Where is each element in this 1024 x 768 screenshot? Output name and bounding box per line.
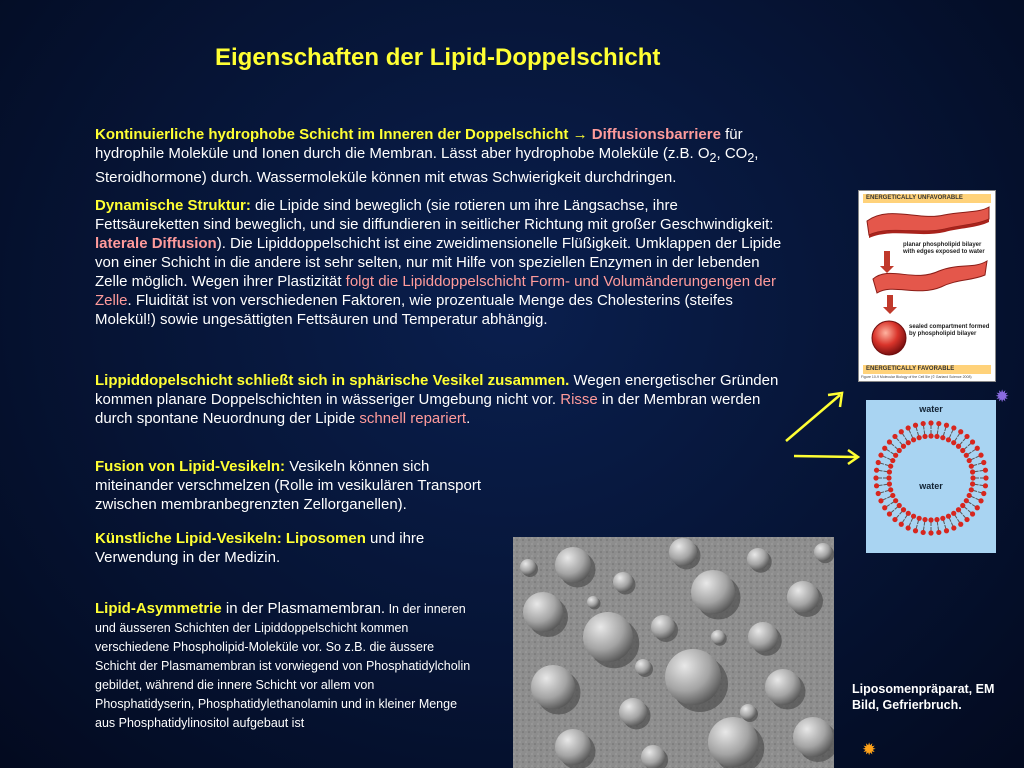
inner-water-label: water: [919, 481, 943, 491]
planar-bilayer-caption: planar phospholipid bilayer with edges exposed to water: [903, 242, 985, 255]
sealed-compartment-caption: sealed compartment formed by phospholipid bilayer: [909, 324, 990, 337]
outer-water-label: water: [919, 404, 943, 414]
paragraph-lipid-asymmetry: Lipid-Asymmetrie in der Plasmamembran. In der inneren und äusseren Schichten der Lipiddoppelschicht kommen verschiedene Phospholipid-Moleküle vor. So z.B. die äussere Schicht der Plasmamembran ist vorwiegend von Phosphatidylcholin gebildet, während die innere Schicht vor allem von Phosphatidyserin, Phosphatidylethanolamin und in kleiner Menge aus Phosphatidylinositol aufgebaut ist: [95, 600, 471, 730]
em-image-caption: Liposomenpräparat, EM Bild, Gefrierbruch.: [852, 682, 995, 712]
highlight-form-change: folgt die Lipiddoppelschicht Form- und Volumänderungengen der Zelle: [95, 273, 776, 309]
highlight-risse: Risse: [560, 391, 598, 408]
liposome-cross-section-figure: [866, 400, 996, 553]
bilayer-illustration: [859, 191, 995, 381]
page-title: Eigenschaften der Lipid-Doppelschicht: [215, 44, 661, 71]
paragraph-lead: Künstliche Lipid-Vesikeln: Liposomen: [95, 530, 366, 547]
highlight-diffusion-barrier: Diffusionsbarriere: [591, 126, 721, 143]
arrow-symbol: →: [572, 126, 588, 143]
highlight-lateral-diffusion: laterale Diffusion: [95, 235, 217, 252]
bilayer-energetics-figure: [858, 190, 996, 382]
liposome-ring: [866, 400, 996, 553]
paragraph-liposomes: Künstliche Lipid-Vesikeln: Liposomen und ihre Verwendung in der Medizin.: [95, 530, 425, 566]
paragraph-lead: Lipid-Asymmetrie: [95, 600, 222, 617]
em-freeze-fracture-image: [513, 537, 834, 768]
paragraph-vesicle-closure: Lippiddopelschicht schließt sich in sphärische Vesikel zusammen. Wegen energetischer Gründen kommen planare Doppelschichten in wässeriger Umgebung nicht vor. Risse in der Membran werden durch spontane Neuordnung der Lipide schnell repariert.: [95, 372, 779, 427]
favorable-banner: ENERGETICALLY FAVORABLE: [863, 365, 991, 374]
highlight-repair: schnell repariert: [359, 410, 467, 427]
paragraph-lead: Fusion von Lipid-Vesikeln:: [95, 458, 286, 475]
sun-icon-orange: ✹: [862, 740, 877, 759]
paragraph-dynamic-structure: Dynamische Struktur: die Lipide sind beweglich (sie rotieren um ihre Längsachse, ihre Fettsäureketten sind beweglich, und sie diffundieren in seitlicher Richtung mit großer Geschwindigkeit: laterale Diffusion). Die Lipiddoppelschicht ist eine zweidimensionelle Flüßigkeit. Umklappen der Lipide von einer Schicht in die andere ist sehr selten, nur mit Hilfe von speziellen Enzymen in der lebenden Zelle möglich. Wegen ihrer Plastizität folgt die Lipiddoppelschicht Form- und Volumänderungengen der Zelle. Fluidität ist von verschiedenen Faktoren, wie prozentuale Menge des Cholesterins (steifes Molekül!) sowie ungesättigten Fettsäuren und Temperatur abhängig.: [95, 197, 782, 328]
figure-credit: Figure 10-9 Molecular Biology of the Cell 5/e (© Garland Science 2008): [861, 375, 972, 379]
arrow-to-liposome-lower: [790, 444, 865, 468]
paragraph-lead: Lippiddopelschicht schließt sich in sphärische Vesikel zusammen.: [95, 372, 570, 389]
paragraph-lead: Dynamische Struktur:: [95, 197, 251, 214]
paragraph-lead: Kontinuierliche hydrophobe Schicht im Inneren der Doppelschicht: [95, 126, 569, 143]
sun-icon-purple: ✹: [995, 387, 1010, 406]
unfavorable-banner: ENERGETICALLY UNFAVORABLE: [863, 194, 991, 203]
em-vesicles: [513, 537, 834, 768]
paragraph-hydrophobic-layer: Kontinuierliche hydrophobe Schicht im Inneren der Doppelschicht → Diffusionsbarriere für hydrophile Moleküle und Ionen durch die Membran. Lässt aber hydrophobe Moleküle (z.B. $O_2$, $CO_2$, Steroidhormone) durch. Wassermoleküle können mit etwas Schwierigkeit durchdringen.: [95, 126, 759, 186]
paragraph-vesicle-fusion: Fusion von Lipid-Vesikeln: Vesikeln können sich miteinander verschmelzen (Rolle im vesikulären Transport zwischen membranbegrenzten Zellorganellen).: [95, 458, 481, 513]
